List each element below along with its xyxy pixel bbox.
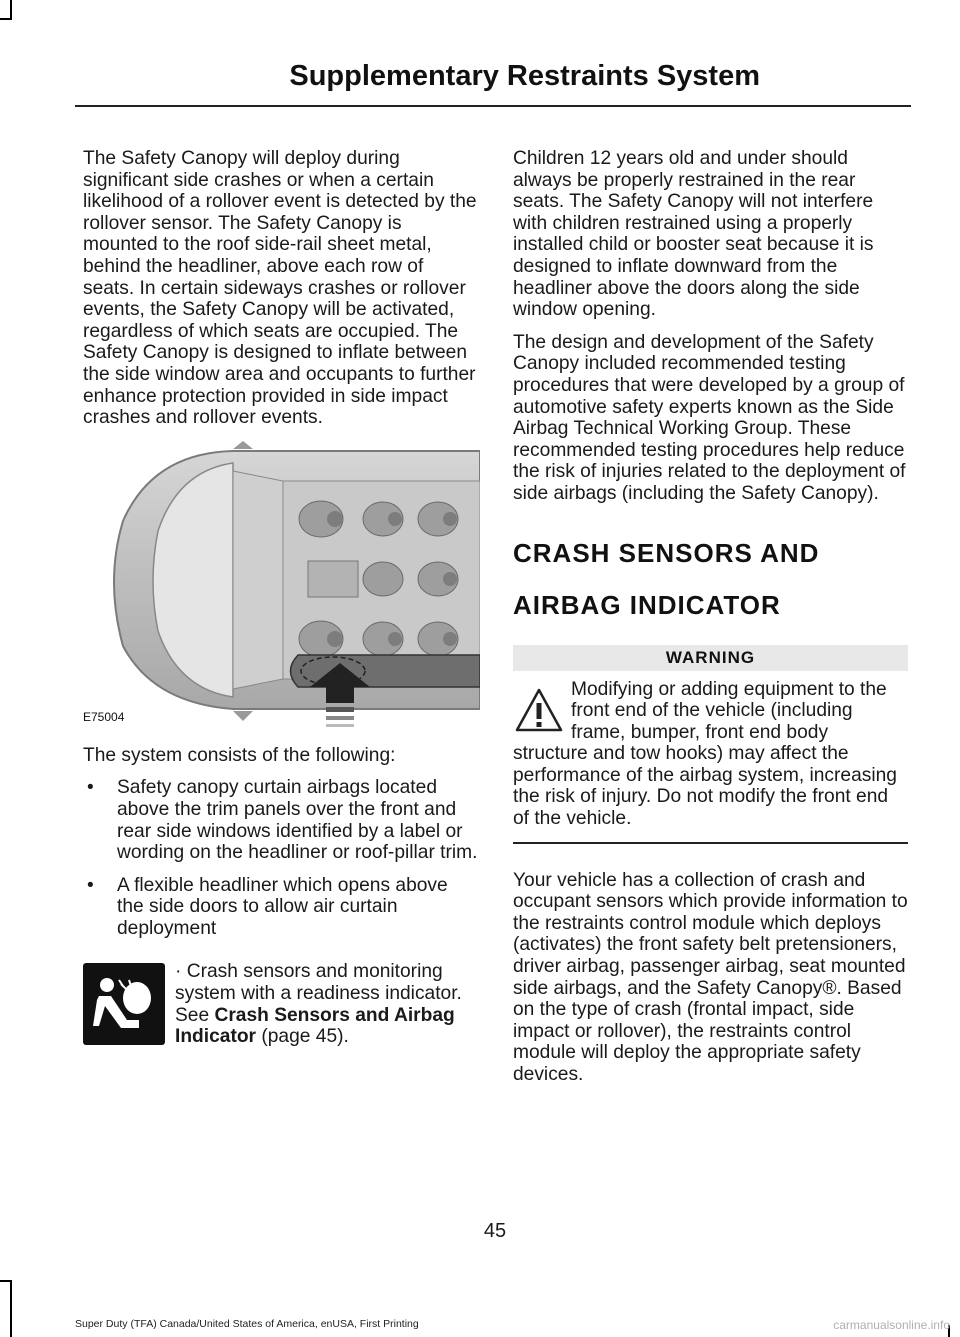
design-paragraph: The design and development of the Safety Canopy included recommended testing procedures that were developed by a group of automotive safety experts known as the Side Airbag Technical Working Group. These recommended testing procedures help reduce the risk of injuries related to the deployment of side airbags (including the Safety Canopy). bbox=[513, 331, 906, 504]
list-item: • Safety canopy curtain airbags located above the trim panels over the front and rear side windows identified by a label or wording on the headliner or roof-pillar trim. bbox=[83, 777, 478, 863]
page-reference: (page 45). bbox=[256, 1026, 349, 1048]
header-rule bbox=[75, 105, 911, 107]
warning-text: Modifying or adding equipment to the front end of the vehicle (including frame, bumper, front end body structure and tow hooks) may affect the performance of the airbag system, increasing the risk of injury. Do not modify the front end of the vehicle. bbox=[513, 678, 897, 830]
warning-header: WARNING bbox=[513, 645, 908, 671]
figure-code: E75004 bbox=[83, 710, 125, 725]
crop-mark bbox=[0, 18, 12, 20]
watermark: carmanualsonline.info bbox=[833, 1318, 950, 1332]
crop-mark bbox=[10, 1280, 12, 1337]
component-list bbox=[83, 777, 478, 939]
list-intro: The system consists of the following: bbox=[83, 744, 396, 766]
crash-sensor-text: · Crash sensors and monitoring system with a readiness indicator. See bbox=[175, 961, 462, 1026]
left-column bbox=[83, 148, 478, 1048]
section-heading-line2: AIRBAG INDICATOR bbox=[513, 589, 781, 620]
intro-paragraph: The Safety Canopy will deploy during significant side crashes or when a certain likelihood of a rollover event is detected by the rollover sensor. The Safety Canopy is mounted to the roof side-rail sheet metal, behind the headliner, above each row of seats. In certain sideways crashes or rollover events, the Safety Canopy will be activated, regardless of which seats are occupied. The Safety Canopy is designed to inflate between the side window area and occupants to further enhance protection provided in side impact crashes and rollover events. bbox=[83, 148, 477, 429]
crop-mark bbox=[0, 1280, 12, 1282]
children-paragraph: Children 12 years old and under should always be properly restrained in the rear seats. The Safety Canopy will not interfere with children restrained using a properly installed child or booster seat because it is designed to inflate downward from the headliner above the doors along the side window opening. bbox=[513, 148, 874, 321]
warning-rule bbox=[513, 842, 908, 844]
page-title: Supplementary Restraints System bbox=[289, 60, 760, 92]
list-item: • A flexible headliner which opens above the side doors to allow air curtain deployment bbox=[83, 875, 478, 940]
sensors-paragraph: Your vehicle has a collection of crash and occupant sensors which provide information to the restraints control module which deploys (activates) the front safety belt pretensioners, driver airbag, passenger airbag, seat mounted side airbags, and the Safety Canopy®. Based on the type of crash (frontal impact, side impact or rollover), the restraints control module will deploy the appropriate safety devices. bbox=[513, 869, 908, 1085]
section-heading-line1: CRASH SENSORS AND bbox=[513, 537, 820, 568]
page-number: 45 bbox=[483, 1220, 507, 1242]
section-heading bbox=[513, 535, 908, 623]
warning-triangle-icon bbox=[515, 687, 563, 735]
cross-reference-link[interactable]: Crash Sensors and Airbag Indicator bbox=[175, 1004, 455, 1048]
vehicle-topview-icon bbox=[83, 441, 480, 731]
warning-box bbox=[513, 671, 908, 830]
crash-sensor-note bbox=[83, 961, 478, 1047]
right-column bbox=[513, 148, 908, 1097]
footer-text: Super Duty (TFA) Canada/United States of America, enUSA, First Printing bbox=[75, 1318, 419, 1330]
safety-canopy-illustration bbox=[83, 441, 480, 731]
airbag-warning-icon bbox=[83, 963, 165, 1045]
crop-mark bbox=[10, 0, 12, 18]
